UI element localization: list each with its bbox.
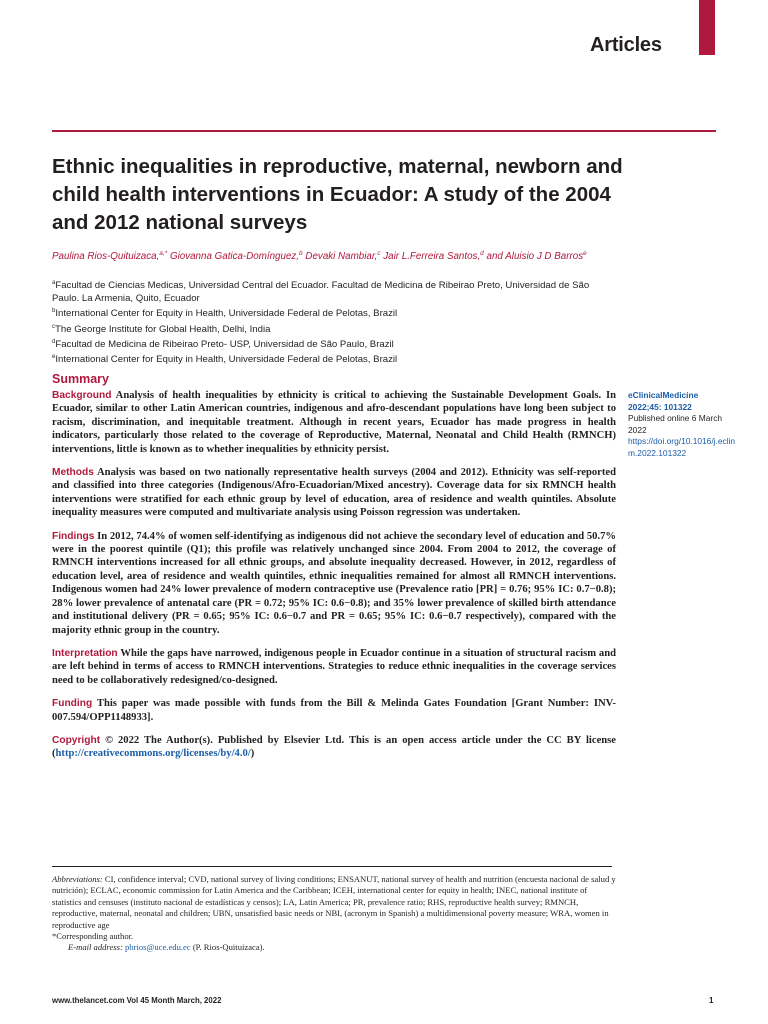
abstract <box>52 389 616 771</box>
journal-name[interactable]: eClinicalMedicine <box>628 390 699 400</box>
footnotes <box>52 874 616 954</box>
affiliation: $^c$The George Institute for Global Health, Delhi, India <box>52 323 271 335</box>
author[interactable]: Giovanna Gatica-Domínguez,$^b$ <box>169 250 303 262</box>
abstract-background: Background Analysis of health inequalities by ethnicity is critical to achieving the Sustainable Development Goals. In Ecuador, similar to other Latin American countries, indigenous and afro-descendant populations have long been subject to racism, discrimination, and inequitable treatment. Although in recent years, Ecuador has made progress in health indicators, particularly those related to the coverage of Reproductive, Maternal, Neonatal and Child Health (RMNCH) interventions, little is known as to whether inequalities by ethnicity persist. <box>52 390 616 455</box>
section-label: Articles <box>590 34 662 56</box>
affiliation: $^a$Facultad de Ciencias Medicas, Universidad Central del Ecuador. Facultad de Medicina de Ribeirao Preto, Universidad de São Paulo. La Armenia, Quito, Ecuador <box>52 280 590 305</box>
affiliations <box>52 277 612 366</box>
email-line: E-mail address: pbrios@uce.edu.ec (P. Rios-Quituizaca). <box>68 942 265 953</box>
copyright-label: Copyright <box>52 734 101 746</box>
journal-volume: 2022;45: 101322 <box>628 401 692 412</box>
interpretation-label: Interpretation <box>52 647 118 659</box>
affiliation: $^e$International Center for Equity in Health, Universidade Federal de Pelotas, Brazil <box>52 354 398 366</box>
article-title: Ethnic inequalities in reproductive, maternal, newborn and child health interventions in Ecuador: A study of the 2004 and 2012 national surveys <box>52 155 623 234</box>
author[interactable]: and Aluisio J D Barros$^e$ <box>486 250 587 262</box>
abstract-funding: Funding This paper was made possible with funds from the Bill & Melinda Gates Foundation [Grant Number: INV-007.594/OPP1148933]. <box>52 698 616 723</box>
background-label: Background <box>52 390 112 401</box>
footnote-rule <box>52 866 612 867</box>
author[interactable]: Jair L.Ferreira Santos,$^d$ <box>383 250 484 262</box>
article-info-sidebar <box>628 390 738 459</box>
author[interactable]: Devaki Nambiar,$^c$ <box>305 250 381 262</box>
header-rule <box>52 130 716 132</box>
abstract-methods: Methods Analysis was based on two nationally representative health surveys (2004 and 2012). Ethnicity was self-reported and classified into three categories (Indigenous/Afro-Ecuadorian/Mixed ancestry). Coverage data for six RMNCH health interventions were stratified for each ethnic group by level of education, area of residence and wealth quintiles. Absolute inequality measures were computed and multivariate analysis using Poisson regression was undertaken. <box>52 467 616 519</box>
abstract-interpretation: Interpretation While the gaps have narrowed, indigenous people in Ecuador continue in a situation of structural racism and are left behind in terms of access to RMNCH interventions. Strategies to reduce ethnic inequalities in the coverage services need to be collaboratively redesigned/co-designed. <box>52 647 616 686</box>
doi-link[interactable]: https://doi.org/10.1016/j.eclinm.2022.101322 <box>628 436 736 458</box>
email-link[interactable]: pbrios@uce.edu.ec <box>124 942 191 953</box>
affiliation: $^b$International Center for Equity in Health, Universidade Federal de Pelotas, Brazil <box>52 308 398 320</box>
affiliation: $^d$Facultad de Medicina de Ribeirao Preto- USP, Universidad de São Paulo, Brazil <box>52 338 394 350</box>
abbreviations: Abbreviations: CI, confidence interval; CVD, national survey of living conditions; ENSANUT, national survey of health and nutrition (encuesta nacional de salud y nutrición); ECLAC, economic commission for Latin America and the Caribbean; ICEH, international center for equity in health; INEC, national institute of statistics and censuses (instituto nacional de estadísticas y censos); LA, Latin America; PR, prevalence ratio; RHS, reproductive health survey; RMNCH, reproductive, maternal, neonatal and children; UBN, unsatisfied basic needs or NBI, (acronym in Spanish) a multidimensional poverty measure; WRA, women in reproductive age <box>52 874 616 930</box>
methods-label: Methods <box>52 467 94 479</box>
page-number: 1 <box>709 996 714 1005</box>
abstract-copyright: Copyright © 2022 The Author(s). Published by Elsevier Ltd. This is an open access article under the CC BY license (http://creativecommons.org/licenses/by/4.0/) <box>52 734 617 760</box>
author-list <box>52 250 672 262</box>
funding-label: Funding <box>52 698 93 710</box>
summary-heading: Summary <box>52 372 109 386</box>
author[interactable]: Paulina Rios-Quituizaca,$^{a,*}$ <box>52 250 168 262</box>
corresponding-author: *Corresponding author. <box>52 931 134 942</box>
license-link[interactable]: http://creativecommons.org/licenses/by/4.0/ <box>55 748 251 760</box>
abstract-findings: Findings In 2012, 74.4% of women self-identifying as indigenous did not achieve the secondary level of education and 50.7% were in the poorest quintile (Q1); this profile was relatively unchanged since 2004. From 2004 to 2012, the coverage of RMNCH interventions increased for all ethnic groups, and absolute inequality decreased. However, in 2012, regardless of education level, area of residence and wealth quintiles, ethnic inequalities remained for almost all RMNCH interventions. Indigenous women had 24% lower prevalence of modern contraceptive use (Prevalence ratio [PR] = 0.76; 95% IC: 0.7−0.8); 28% lower prevalence of antenatal care (PR = 0.72; 95% IC: 0.6−0.8); and 35% lower prevalence of skilled birth attendance and institutional delivery (PR = 0.65; 95% IC: 0.6−0.7 and PR = 0.65; 95% IC: 0.6−0.7 respectively), compared with the majority ethnic group in the country. <box>52 530 616 636</box>
findings-label: Findings <box>52 530 95 542</box>
published-date: Published online 6 March 2022 <box>628 413 723 435</box>
brand-color-bar <box>699 0 715 55</box>
journal-footer: www.thelancet.com Vol 45 Month March, 2022 <box>52 996 222 1005</box>
